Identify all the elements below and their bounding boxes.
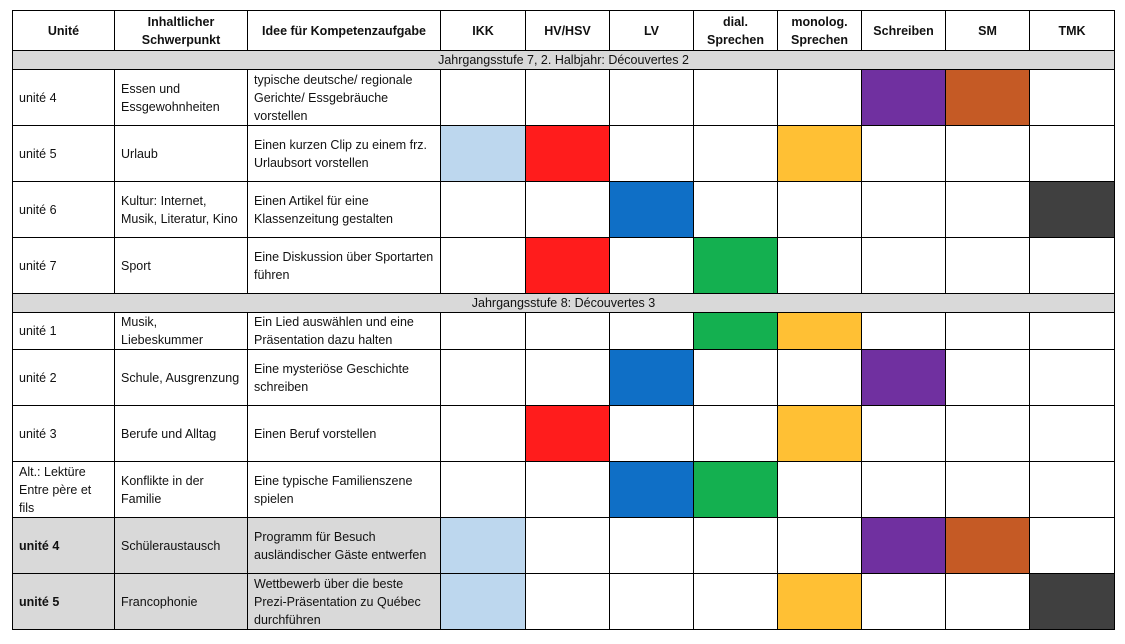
idea-cell: Ein Lied auswählen und eine Präsentation dazu halten [248, 313, 441, 350]
skill-cell-ikk [441, 126, 526, 182]
skill-cell-hv-hsv [526, 406, 610, 462]
topic-cell: Essen und Essgewohnheiten [115, 70, 248, 126]
skill-cell-dial [694, 462, 778, 518]
column-header: LV [610, 11, 694, 51]
skill-cell-lv [610, 70, 694, 126]
idea-cell: Eine typische Familienszene spielen [248, 462, 441, 518]
skill-cell-schreiben [862, 70, 946, 126]
skill-cell-lv [610, 406, 694, 462]
skill-cell-ikk [441, 406, 526, 462]
topic-cell: Kultur: Internet, Musik, Literatur, Kino [115, 182, 248, 238]
skill-cell-hv-hsv [526, 182, 610, 238]
skill-cell-sm [946, 126, 1030, 182]
skill-cell-sm [946, 182, 1030, 238]
skill-cell-monolog [778, 406, 862, 462]
section-title: Jahrgangsstufe 8: Découvertes 3 [13, 294, 1115, 313]
skill-cell-schreiben [862, 406, 946, 462]
unit-cell: unité 2 [13, 350, 115, 406]
skill-cell-sm [946, 350, 1030, 406]
skill-cell-monolog [778, 238, 862, 294]
skill-cell-schreiben [862, 350, 946, 406]
table-row [13, 518, 1115, 574]
idea-cell: Programm für Besuch ausländischer Gäste entwerfen [248, 518, 441, 574]
table-row [13, 182, 1115, 238]
section-title: Jahrgangsstufe 7, 2. Halbjahr: Découvertes 2 [13, 51, 1115, 70]
skill-cell-tmk [1030, 313, 1115, 350]
skill-cell-lv [610, 126, 694, 182]
table-row [13, 462, 1115, 518]
skill-cell-tmk [1030, 518, 1115, 574]
skill-cell-hv-hsv [526, 313, 610, 350]
skill-cell-monolog [778, 350, 862, 406]
skill-cell-schreiben [862, 574, 946, 630]
idea-cell: Einen Beruf vorstellen [248, 406, 441, 462]
skill-cell-lv [610, 574, 694, 630]
skill-cell-hv-hsv [526, 462, 610, 518]
skill-cell-dial [694, 313, 778, 350]
column-header: dial. Sprechen [694, 11, 778, 51]
skill-cell-dial [694, 238, 778, 294]
column-header: Inhaltlicher Schwerpunkt [115, 11, 248, 51]
skill-cell-tmk [1030, 462, 1115, 518]
idea-cell: Einen kurzen Clip zu einem frz. Urlaubsort vorstellen [248, 126, 441, 182]
unit-cell: Alt.: Lektüre Entre père et fils [13, 462, 115, 518]
skill-cell-dial [694, 70, 778, 126]
skill-cell-schreiben [862, 238, 946, 294]
skill-cell-lv [610, 182, 694, 238]
topic-cell: Francophonie [115, 574, 248, 630]
skill-cell-monolog [778, 70, 862, 126]
table-row [13, 238, 1115, 294]
topic-cell: Schule, Ausgrenzung [115, 350, 248, 406]
header-row [13, 11, 1115, 51]
skill-cell-ikk [441, 574, 526, 630]
skill-cell-schreiben [862, 462, 946, 518]
skill-cell-sm [946, 70, 1030, 126]
table-row [13, 574, 1115, 630]
skill-cell-lv [610, 518, 694, 574]
unit-cell: unité 4 [13, 518, 115, 574]
topic-cell: Konflikte in der Familie [115, 462, 248, 518]
skill-cell-dial [694, 518, 778, 574]
skill-cell-sm [946, 574, 1030, 630]
skill-cell-monolog [778, 182, 862, 238]
unit-cell: unité 5 [13, 574, 115, 630]
skill-cell-lv [610, 238, 694, 294]
skill-cell-sm [946, 518, 1030, 574]
skill-cell-ikk [441, 182, 526, 238]
skill-cell-hv-hsv [526, 238, 610, 294]
skill-cell-tmk [1030, 574, 1115, 630]
table-row [13, 126, 1115, 182]
unit-cell: unité 4 [13, 70, 115, 126]
skill-cell-dial [694, 574, 778, 630]
skill-cell-tmk [1030, 238, 1115, 294]
idea-cell: Wettbewerb über die beste Prezi-Präsentation zu Québec durchführen [248, 574, 441, 630]
table-row [13, 313, 1115, 350]
skill-cell-monolog [778, 126, 862, 182]
idea-cell: typische deutsche/ regionale Gerichte/ Essgebräuche vorstellen [248, 70, 441, 126]
idea-cell: Eine mysteriöse Geschichte schreiben [248, 350, 441, 406]
unit-cell: unité 6 [13, 182, 115, 238]
competence-table [12, 10, 1115, 630]
table-row [13, 350, 1115, 406]
unit-cell: unité 3 [13, 406, 115, 462]
topic-cell: Urlaub [115, 126, 248, 182]
column-header: Schreiben [862, 11, 946, 51]
skill-cell-monolog [778, 518, 862, 574]
skill-cell-dial [694, 126, 778, 182]
column-header: Unité [13, 11, 115, 51]
unit-cell: unité 1 [13, 313, 115, 350]
skill-cell-hv-hsv [526, 350, 610, 406]
skill-cell-lv [610, 350, 694, 406]
skill-cell-dial [694, 350, 778, 406]
skill-cell-dial [694, 182, 778, 238]
column-header: TMK [1030, 11, 1115, 51]
skill-cell-schreiben [862, 518, 946, 574]
skill-cell-ikk [441, 462, 526, 518]
column-header: Idee für Kompetenzaufgabe [248, 11, 441, 51]
topic-cell: Sport [115, 238, 248, 294]
skill-cell-tmk [1030, 406, 1115, 462]
skill-cell-hv-hsv [526, 518, 610, 574]
skill-cell-lv [610, 313, 694, 350]
column-header: IKK [441, 11, 526, 51]
skill-cell-dial [694, 406, 778, 462]
topic-cell: Berufe und Alltag [115, 406, 248, 462]
skill-cell-ikk [441, 350, 526, 406]
skill-cell-monolog [778, 313, 862, 350]
skill-cell-monolog [778, 574, 862, 630]
column-header: SM [946, 11, 1030, 51]
table-row [13, 70, 1115, 126]
skill-cell-sm [946, 238, 1030, 294]
topic-cell: Musik, Liebeskummer [115, 313, 248, 350]
skill-cell-sm [946, 406, 1030, 462]
skill-cell-ikk [441, 238, 526, 294]
skill-cell-tmk [1030, 182, 1115, 238]
idea-cell: Eine Diskussion über Sportarten führen [248, 238, 441, 294]
section-row [13, 294, 1115, 313]
skill-cell-tmk [1030, 350, 1115, 406]
skill-cell-schreiben [862, 182, 946, 238]
topic-cell: Schüleraustausch [115, 518, 248, 574]
section-row [13, 51, 1115, 70]
skill-cell-sm [946, 313, 1030, 350]
column-header: monolog. Sprechen [778, 11, 862, 51]
skill-cell-lv [610, 462, 694, 518]
unit-cell: unité 5 [13, 126, 115, 182]
table-row [13, 406, 1115, 462]
skill-cell-ikk [441, 70, 526, 126]
idea-cell: Einen Artikel für eine Klassenzeitung gestalten [248, 182, 441, 238]
skill-cell-monolog [778, 462, 862, 518]
skill-cell-tmk [1030, 70, 1115, 126]
skill-cell-tmk [1030, 126, 1115, 182]
unit-cell: unité 7 [13, 238, 115, 294]
skill-cell-hv-hsv [526, 126, 610, 182]
column-header: HV/HSV [526, 11, 610, 51]
skill-cell-schreiben [862, 313, 946, 350]
skill-cell-ikk [441, 518, 526, 574]
skill-cell-hv-hsv [526, 70, 610, 126]
skill-cell-ikk [441, 313, 526, 350]
skill-cell-sm [946, 462, 1030, 518]
skill-cell-schreiben [862, 126, 946, 182]
skill-cell-hv-hsv [526, 574, 610, 630]
